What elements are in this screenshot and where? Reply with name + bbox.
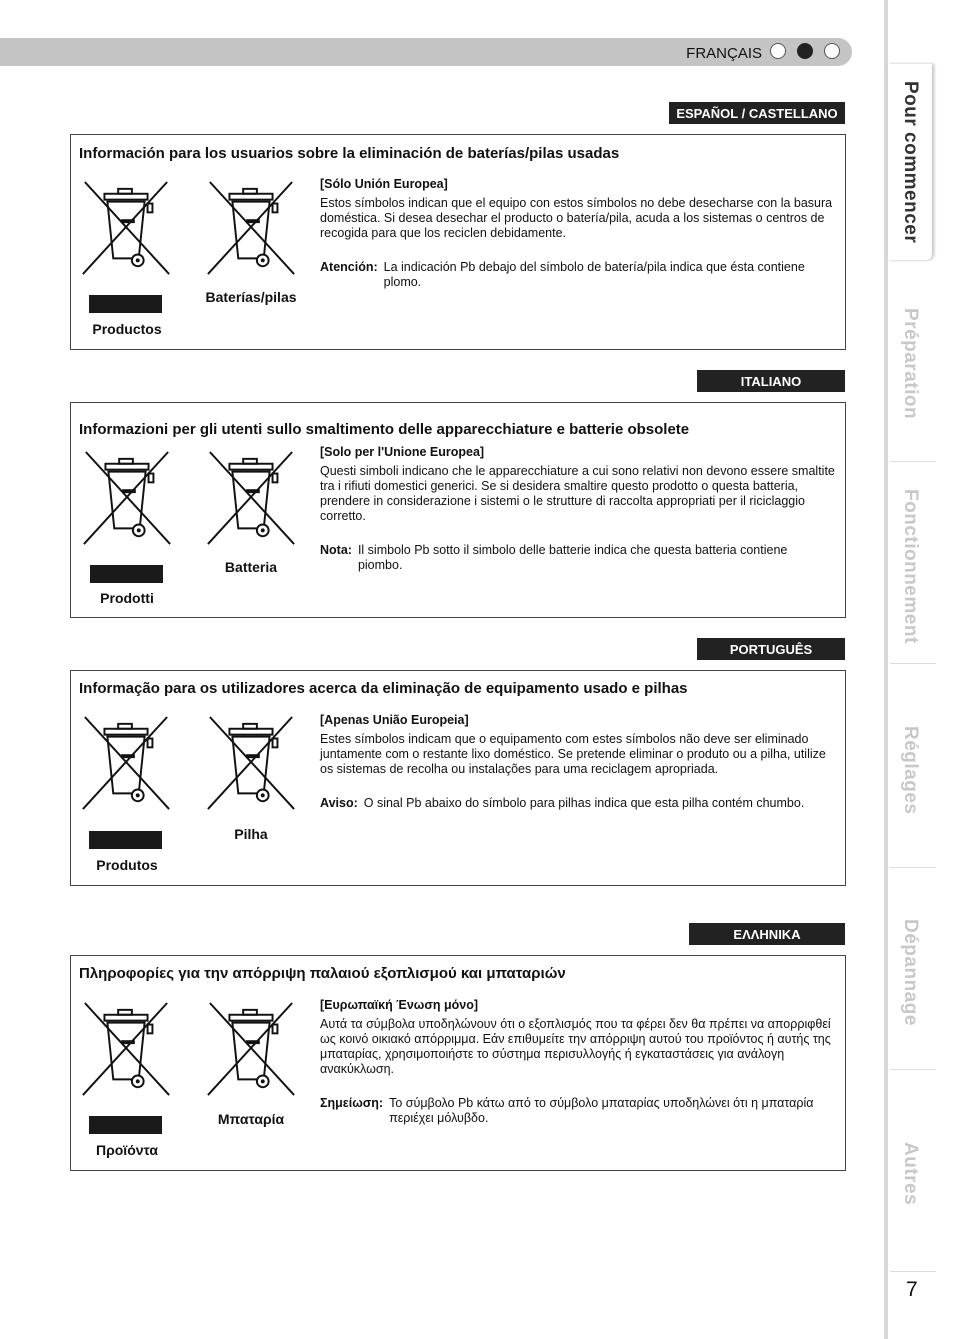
circle-icon — [824, 43, 840, 59]
section-title: Informação para os utilizadores acerca da eliminação de equipamento usado e pilhas — [79, 680, 688, 697]
crossed-bin-icon — [204, 1000, 298, 1100]
tab-depannage[interactable]: Dépannage — [890, 874, 930, 1070]
section-text: [Sólo Unión Europea] Estos símbolos indican que el equipo con estos símbolos no debe desecharse con la basura doméstica. Si desea desechar el producto o batería/pila, acuda a los sistemas o centros de recogida para que los reciclen debidamente. Atención: La indicación Pb debajo del símbolo de batería/pila indica que ésta contiene plomo. — [320, 177, 833, 289]
tab-fonctionnement[interactable]: Fonctionnement — [890, 468, 930, 664]
battery-caption: Pilha — [234, 826, 268, 842]
crossed-bin-icon — [80, 449, 174, 549]
header-bar — [0, 38, 852, 66]
language-label: FRANÇAIS — [686, 45, 762, 62]
product-bar — [89, 1116, 162, 1134]
product-caption: Prodotti — [100, 590, 154, 606]
section-text: [Ευρωπαϊκή Ένωση μόνο] Αυτά τα σύμβολα υποδηλώνουν ότι ο εξοπλισμός που τα φέρει δεν θα πρέπει να απορριφθεί ως κοινό οικιακό απόρριμμα. Εάν επιθυμείτε την απόρριψη αυτού του προϊόντος ή αυτής της μπαταρίας, χρησιμοποιήστε το σύστημα περισυλλογής ή εγκαταστάσεις για ανάλογη ανακύκλωση. Σημείωση: Το σύμβολο Pb κάτω από το σύμβολο μπαταρίας υποδηλώνει ότι η μπαταρία περιέχει μόλυβδο. — [320, 998, 831, 1125]
product-bar — [90, 565, 163, 583]
tab-pour-commencer[interactable]: Pour commencer — [888, 64, 932, 260]
page-number: 7 — [906, 1278, 918, 1301]
tab-reglages[interactable]: Réglages — [890, 672, 930, 868]
filled-circle-icon — [797, 43, 813, 59]
language-label-greek: ΕΛΛΗΝΙΚΑ — [689, 923, 845, 945]
crossed-bin-icon — [79, 1000, 173, 1100]
crossed-bin-icon — [204, 714, 298, 814]
circle-icon — [770, 43, 786, 59]
section-title: Πληροφορίες για την απόρριψη παλαιού εξοπλισμού και μπαταριών — [79, 965, 566, 982]
product-bar — [89, 831, 162, 849]
tab-preparation[interactable]: Préparation — [890, 266, 930, 462]
battery-caption: Baterías/pilas — [205, 289, 297, 305]
product-caption: Προϊόντα — [95, 1142, 158, 1158]
chapter-sidebar — [884, 0, 954, 1339]
crossed-bin-icon — [79, 714, 173, 814]
section-title: Información para los usuarios sobre la eliminación de baterías/pilas usadas — [79, 145, 620, 162]
battery-caption: Μπαταρία — [217, 1111, 285, 1127]
language-label-portugues: PORTUGUÊS — [697, 638, 845, 660]
battery-caption: Batteria — [224, 559, 278, 575]
disposal-section — [70, 670, 846, 886]
disposal-section — [70, 134, 846, 350]
product-caption: Productos — [92, 321, 162, 337]
crossed-bin-icon — [79, 179, 173, 279]
disposal-section — [70, 402, 846, 618]
crossed-bin-icon — [204, 449, 298, 549]
section-text: [Apenas União Europeia] Estes símbolos indicam que o equipamento com estes símbolos não deve ser eliminado juntamente com o restante lixo doméstico. Se pretende eliminar o produto ou a pilha, utilize os sistemas de recolha ou instalações para uma reciclagem apropriada. Aviso: O sinal Pb abaixo do símbolo para pilhas indica que esta pilha contém chumbo. — [320, 713, 826, 810]
disposal-section — [70, 955, 846, 1171]
tab-autres[interactable]: Autres — [890, 1076, 930, 1272]
product-bar — [89, 295, 162, 313]
language-label-italiano: ITALIANO — [697, 370, 845, 392]
section-text: [Solo per l'Unione Europea] Questi simboli indicano che le apparecchiature a cui sono relativi non devono essere smaltite tra i rifiuti domestici generici. Se si desidera smaltire questo prodotto o questa batteria, prendere in considerazione i sistemi o le strutture di raccolta appropriati per il riciclaggio corretto. Nota: Il simbolo Pb sotto il simbolo delle batterie indica che questa batteria contiene piombo. — [320, 445, 835, 572]
product-caption: Produtos — [96, 857, 158, 873]
section-title: Informazioni per gli utenti sullo smaltimento delle apparecchiature e batterie obsolete — [79, 421, 690, 438]
language-label-espanol: ESPAÑOL / CASTELLANO — [669, 102, 845, 124]
crossed-bin-icon — [204, 179, 298, 279]
